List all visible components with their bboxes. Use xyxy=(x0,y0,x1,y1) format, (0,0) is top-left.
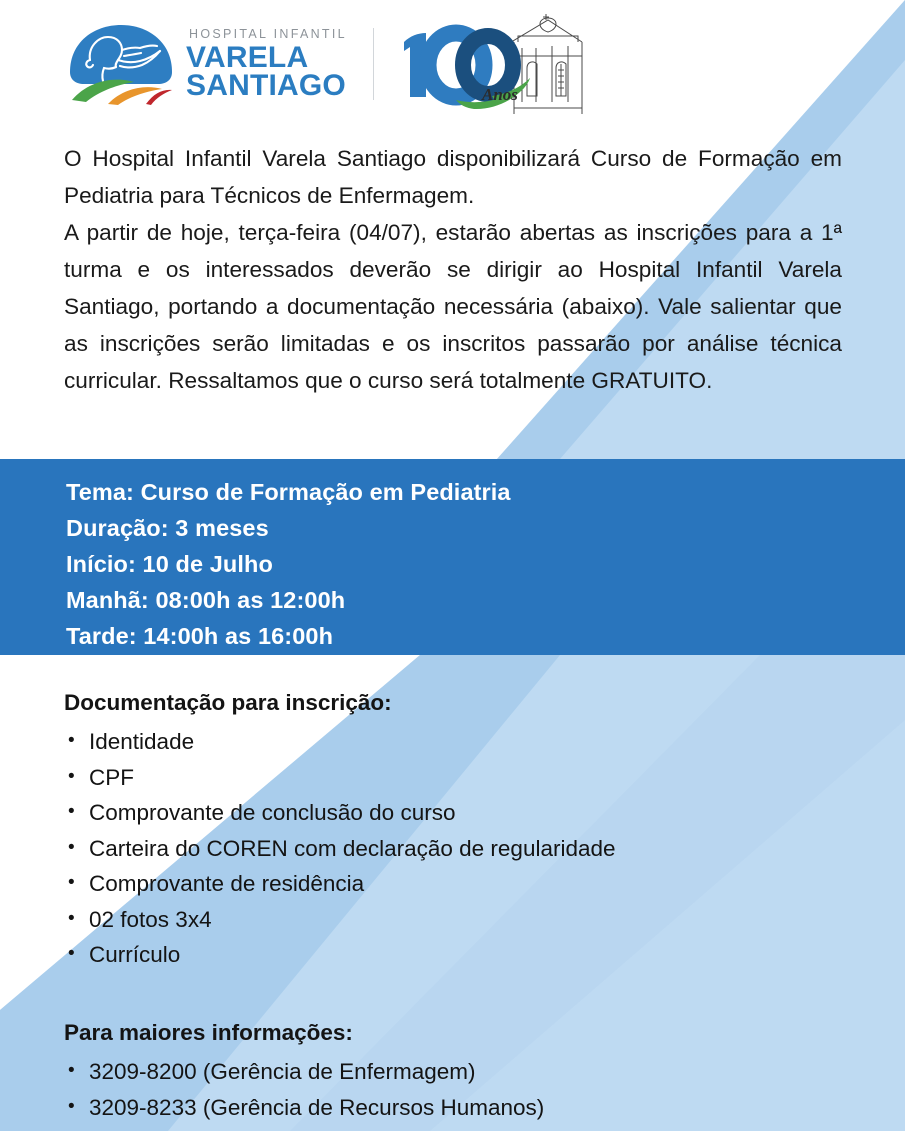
list-item: • 02 fotos 3x4 xyxy=(64,902,616,938)
poster-header xyxy=(0,0,905,118)
course-detail-manha: Manhã: 08:00h as 12:00h xyxy=(66,587,346,613)
course-details-banner xyxy=(0,459,905,655)
intro-paragraph-2: A partir de hoje, terça-feira (04/07), estarão abertas as inscrições para a 1ª turma e os interessados deverão se dirigir ao Hospital Infantil Varela Santiago, portando a documentação necessária (abaixo). Vale salientar que as inscrições serão limitadas e os inscritos passarão por análise técnica curricular. Ressaltamos que o curso será totalmente GRATUITO. xyxy=(64,220,842,393)
list-item: • 3209-8233 (Gerência de Recursos Humanos) xyxy=(64,1090,544,1126)
course-detail-tema: Tema: Curso de Formação em Pediatria xyxy=(66,479,511,505)
intro-paragraph-1: O Hospital Infantil Varela Santiago disponibilizará Curso de Formação em Pediatria para Técnicos de Enfermagem. xyxy=(64,146,842,208)
contact-list xyxy=(64,1054,544,1125)
list-item: • CPF xyxy=(64,760,616,796)
logo-wordmark xyxy=(186,28,347,100)
intro-text xyxy=(64,140,842,399)
hospital-emblem-icon xyxy=(62,20,180,108)
list-item: • Comprovante de residência xyxy=(64,866,616,902)
centenary-100-anos-logo-icon xyxy=(396,12,586,116)
list-item: • Currículo xyxy=(64,937,616,973)
course-detail-inicio: Início: 10 de Julho xyxy=(66,551,273,577)
list-item: • Carteira do COREN com declaração de regularidade xyxy=(64,831,616,867)
list-item: • Identidade xyxy=(64,724,616,760)
logo-group xyxy=(62,12,586,116)
logo-divider xyxy=(373,28,374,100)
course-detail-tarde: Tarde: 14:00h as 16:00h xyxy=(66,623,334,649)
contact-section xyxy=(64,1018,544,1125)
course-details-list xyxy=(66,474,511,654)
list-item: • Comprovante de conclusão do curso xyxy=(64,795,616,831)
svg-text:Anos: Anos xyxy=(481,85,518,104)
logo-name-line2: SANTIAGO xyxy=(186,68,346,102)
documentation-list xyxy=(64,724,616,973)
list-item: • 3209-8200 (Gerência de Enfermagem) xyxy=(64,1054,544,1090)
logo-subtitle: HOSPITAL INFANTIL xyxy=(189,27,347,42)
documentation-title: Documentação para inscrição: xyxy=(64,690,392,715)
contact-title: Para maiores informações: xyxy=(64,1020,353,1045)
course-detail-duracao: Duração: 3 meses xyxy=(66,515,269,541)
logo-name-line1: VARELA xyxy=(186,40,309,74)
documentation-section xyxy=(64,688,616,973)
